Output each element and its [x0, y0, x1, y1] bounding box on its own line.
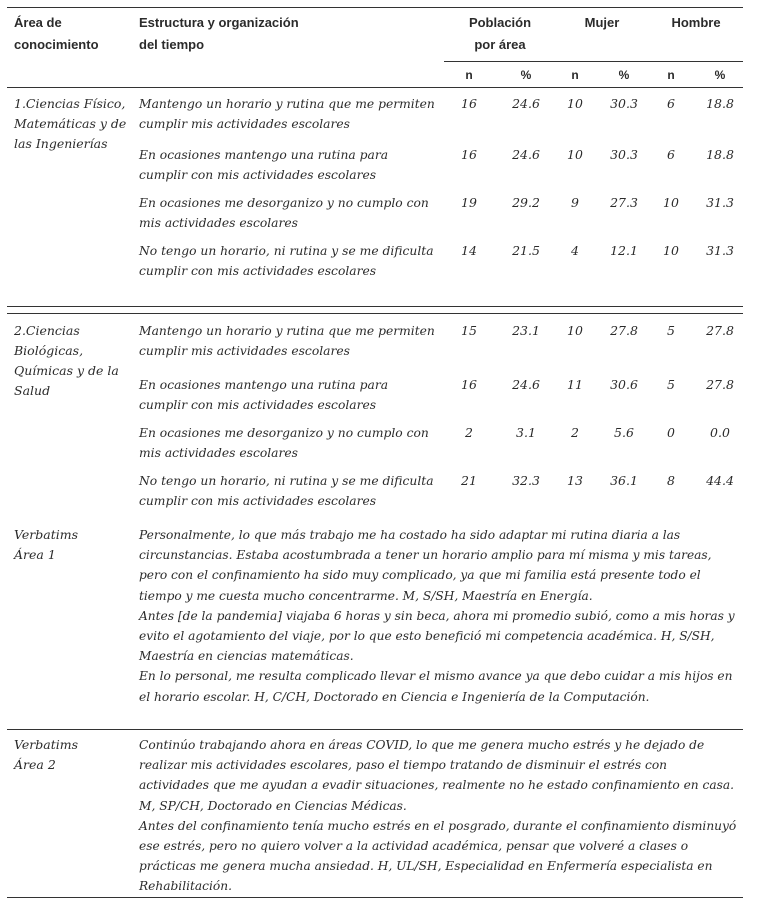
cell-mujer-pct: 27.3 — [610, 195, 638, 210]
cell-pob-pct: 32.3 — [512, 473, 540, 488]
verbatim-paragraph: Personalmente, lo que más trabajo me ha costado ha sido adaptar mi rutina diaria a las circunstancias. Estaba acostumbrada a tener un horario amplio para mí misma y mis tareas, pero con el confinamiento ha sido muy complicado, ya que mi familia está presente todo el tiempo y me cuesta mucho concentrarme. M, S/SH, Maestría en Energía. — [139, 528, 712, 603]
cell-hombre-n: 6 — [667, 96, 675, 111]
header-area: Área de conocimiento — [14, 15, 99, 52]
cell-pob-pct: 24.6 — [512, 377, 540, 392]
cell-pob-n: 2 — [465, 425, 473, 440]
cell-pob-pct: 24.6 — [512, 96, 540, 111]
subheader-rule — [444, 61, 743, 62]
verbatim-paragraph: Antes [de la pandemia] viajaba 6 horas y sin beca, ahora mi promedio subió, como a mis horas y evito el agotamiento del viaje, por lo que esto benefició mi competencia académica. H, S/SH, Maestría en ciencias matemáticas. — [139, 608, 735, 664]
cell-hombre-pct: 31.3 — [706, 243, 734, 258]
row-item: En ocasiones me desorganizo y no cumplo con mis actividades escolares — [139, 426, 429, 460]
area-label: 1.Ciencias Físico, Matemáticas y de las Ingenierías — [14, 96, 127, 151]
table-top-rule — [7, 7, 743, 8]
verbatims-separator-rule — [7, 729, 743, 730]
cell-hombre-n: 8 — [667, 473, 675, 488]
cell-pob-pct: 21.5 — [512, 243, 540, 258]
table-bottom-rule — [7, 897, 743, 898]
cell-mujer-pct: 30.3 — [610, 147, 638, 162]
cell-pob-pct: 24.6 — [512, 147, 540, 162]
group-separator-top-rule — [7, 306, 743, 307]
cell-hombre-n: 10 — [663, 243, 679, 258]
cell-pob-n: 15 — [461, 323, 477, 338]
verbatims-label: Verbatims Área 2 — [14, 737, 78, 772]
verbatims-text — [139, 735, 739, 897]
group-separator-bottom-rule — [7, 313, 743, 314]
verbatim-paragraph: Continúo trabajando ahora en áreas COVID, lo que me genera mucho estrés y he dejado de realizar mis actividades escolares, paso el tiempo tratando de disminuir el estrés con actividades que me ayudan a evadir situaciones, realmente no he estado confinamiento en casa. M, SP/CH, Doctorado en Ciencias Médicas. — [139, 738, 734, 813]
cell-hombre-pct: 44.4 — [706, 473, 734, 488]
sub-header-pct: % — [714, 68, 726, 82]
cell-pob-n: 14 — [461, 243, 477, 258]
cell-mujer-pct: 5.6 — [614, 425, 634, 440]
cell-mujer-n: 9 — [571, 195, 579, 210]
cell-mujer-n: 13 — [567, 473, 583, 488]
cell-mujer-n: 4 — [571, 243, 579, 258]
header-poblacion: Población por área — [468, 15, 532, 52]
header-estructura: Estructura y organización del tiempo — [139, 15, 299, 52]
cell-mujer-n: 11 — [567, 377, 583, 392]
sub-header-n: n — [667, 68, 675, 82]
cell-pob-n: 16 — [461, 96, 477, 111]
cell-pob-n: 16 — [461, 147, 477, 162]
cell-mujer-n: 10 — [567, 147, 583, 162]
sub-header-pct: % — [520, 68, 532, 82]
cell-hombre-pct: 27.8 — [706, 323, 734, 338]
verbatims-text — [139, 525, 739, 707]
verbatim-paragraph: En lo personal, me resulta complicado llevar el mismo avance ya que debo cuidar a mis hijos en el horario escolar. H, C/CH, Doctorado en Ciencia e Ingeniería de la Computación. — [139, 669, 733, 704]
cell-mujer-pct: 27.8 — [610, 323, 638, 338]
cell-hombre-pct: 27.8 — [706, 377, 734, 392]
header-mujer: Mujer — [584, 15, 620, 30]
row-item: En ocasiones me desorganizo y no cumplo con mis actividades escolares — [139, 196, 429, 230]
cell-hombre-pct: 18.8 — [706, 96, 734, 111]
cell-pob-n: 19 — [461, 195, 477, 210]
row-item: En ocasiones mantengo una rutina para cumplir con mis actividades escolares — [139, 148, 389, 182]
cell-mujer-n: 10 — [567, 323, 583, 338]
row-item: Mantengo un horario y rutina que me permiten cumplir mis actividades escolares — [139, 97, 435, 131]
cell-hombre-n: 0 — [667, 425, 675, 440]
cell-mujer-pct: 36.1 — [610, 473, 638, 488]
cell-hombre-pct: 31.3 — [706, 195, 734, 210]
cell-mujer-n: 2 — [571, 425, 579, 440]
sub-header-n: n — [465, 68, 473, 82]
verbatims-label: Verbatims Área 1 — [14, 527, 78, 562]
cell-hombre-pct: 18.8 — [706, 147, 734, 162]
verbatim-paragraph: Antes del confinamiento tenía mucho estrés en el posgrado, durante el confinamiento disminuyó ese estrés, pero no quiero volver a la actividad académica, pensar que volveré a clases o prácticas me genera mucha ansiedad. H, UL/SH, Especialidad en Enfermería especialista en Rehabilitación. — [139, 818, 737, 894]
cell-pob-pct: 29.2 — [512, 195, 540, 210]
cell-mujer-pct: 30.6 — [610, 377, 638, 392]
cell-pob-pct: 3.1 — [516, 425, 536, 440]
row-item: No tengo un horario, ni rutina y se me dificulta cumplir con mis actividades escolares — [139, 244, 434, 278]
header-bottom-rule — [7, 87, 743, 88]
sub-header-pct: % — [618, 68, 630, 82]
cell-hombre-n: 6 — [667, 147, 675, 162]
cell-pob-n: 16 — [461, 377, 477, 392]
header-hombre: Hombre — [671, 15, 721, 30]
cell-mujer-n: 10 — [567, 96, 583, 111]
row-item: No tengo un horario, ni rutina y se me dificulta cumplir con mis actividades escolares — [139, 474, 434, 508]
cell-mujer-pct: 30.3 — [610, 96, 638, 111]
sub-header-n: n — [571, 68, 579, 82]
cell-hombre-n: 10 — [663, 195, 679, 210]
area-label: 2.Ciencias Biológicas, Químicas y de la Salud — [14, 323, 119, 398]
row-item: Mantengo un horario y rutina que me permiten cumplir mis actividades escolares — [139, 324, 435, 358]
row-item: En ocasiones mantengo una rutina para cumplir con mis actividades escolares — [139, 378, 389, 412]
cell-hombre-n: 5 — [667, 377, 675, 392]
cell-pob-pct: 23.1 — [512, 323, 540, 338]
cell-hombre-pct: 0.0 — [710, 425, 730, 440]
cell-hombre-n: 5 — [667, 323, 675, 338]
cell-pob-n: 21 — [461, 473, 477, 488]
cell-mujer-pct: 12.1 — [610, 243, 638, 258]
